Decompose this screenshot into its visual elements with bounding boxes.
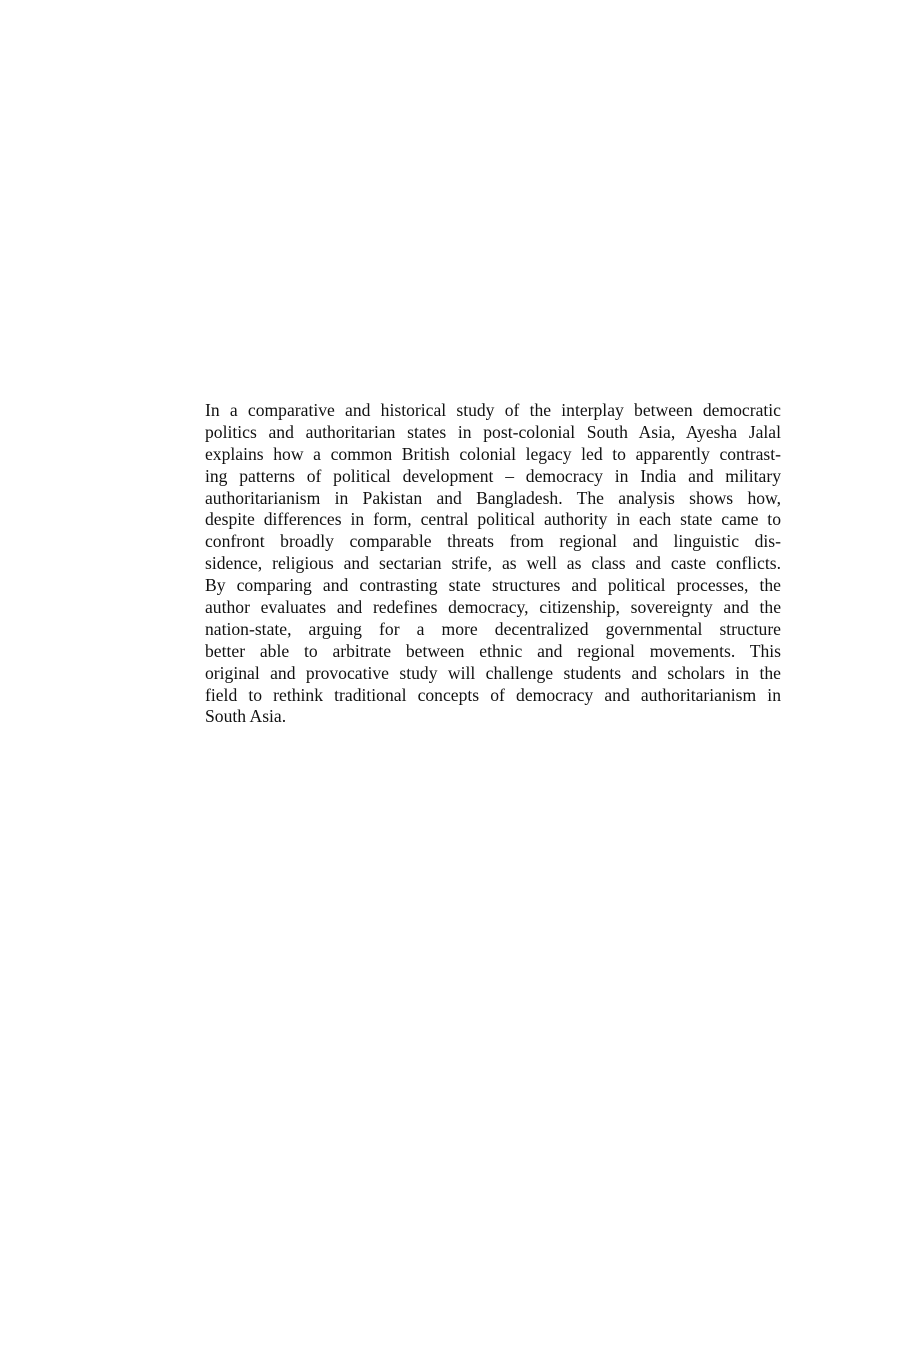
blurb-line: better able to arbitrate between ethnic and regional movements. This [205, 640, 781, 661]
blurb-line: politics and authoritarian states in post-colonial South Asia, Ayesha Jalal [205, 421, 781, 442]
blurb-line: ing patterns of political development – democracy in India and military [205, 465, 781, 486]
blurb-line: explains how a common British colonial legacy led to apparently contrast- [205, 443, 781, 464]
blurb-line: confront broadly comparable threats from regional and linguistic dis- [205, 531, 781, 552]
blurb-paragraph [205, 400, 781, 728]
blurb-line: despite differences in form, central political authority in each state came to [205, 509, 781, 530]
blurb-line: authoritarianism in Pakistan and Bangladesh. The analysis shows how, [205, 487, 781, 508]
blurb-line: field to rethink traditional concepts of democracy and authoritarianism in [205, 684, 781, 705]
blurb-line: nation-state, arguing for a more decentralized governmental structure [205, 618, 781, 639]
blurb-line: By comparing and contrasting state structures and political processes, the [205, 575, 781, 596]
blurb-line-last: South Asia. [205, 706, 287, 727]
blurb-line: In a comparative and historical study of the interplay between democratic [205, 400, 781, 420]
blurb-line: sidence, religious and sectarian strife, as well as class and caste conflicts. [205, 553, 781, 574]
blurb-line: author evaluates and redefines democracy, citizenship, sovereignty and the [205, 597, 781, 618]
blurb-line: original and provocative study will challenge students and scholars in the [205, 662, 781, 683]
